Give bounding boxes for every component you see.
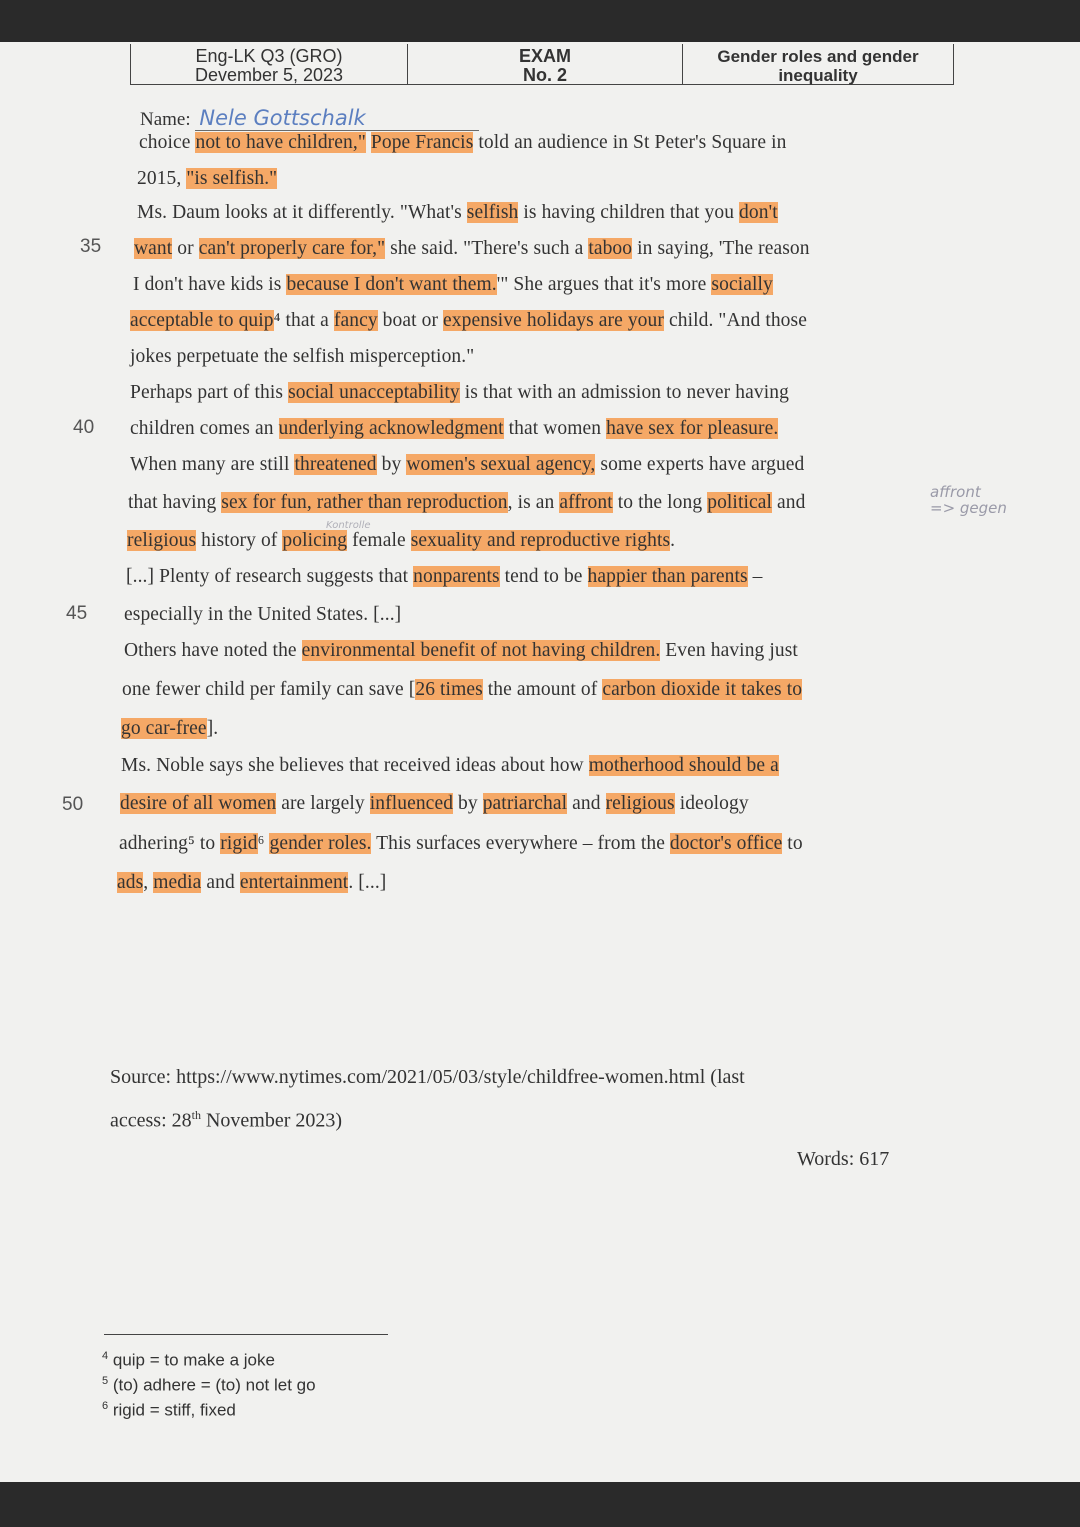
highlighted-text: policing — [282, 530, 348, 551]
exam-page — [0, 42, 1080, 1482]
text-line — [124, 604, 401, 626]
text-line — [120, 793, 749, 815]
text-segment: I don't have kids is — [133, 274, 287, 295]
text-line — [124, 640, 798, 662]
source-text: access: 28 — [110, 1109, 192, 1132]
text-segment: – — [747, 566, 763, 587]
text-segment: child. "And those — [663, 310, 807, 331]
highlighted-text: happier than parents — [587, 566, 748, 587]
text-line — [122, 679, 802, 701]
highlighted-text: 26 times — [415, 679, 483, 700]
highlighted-text: go car-free — [121, 718, 207, 739]
source-sup: th — [191, 1108, 201, 1122]
highlighted-text: media — [153, 872, 202, 893]
topic-line-2: inequality — [778, 66, 858, 85]
source-line-2 — [110, 1108, 342, 1133]
highlighted-text: have sex for pleasure. — [606, 418, 779, 439]
text-segment: some experts have argued — [595, 454, 805, 475]
text-segment: and — [567, 793, 606, 814]
line-number: 50 — [62, 794, 84, 815]
highlighted-text: women's sexual agency, — [406, 454, 596, 475]
text-line — [130, 346, 474, 368]
highlighted-text: motherhood should be a — [588, 755, 779, 776]
text-segment: ideology — [674, 793, 749, 814]
text-line — [117, 872, 386, 894]
course-label: Eng-LK Q3 (GRO) — [195, 46, 343, 66]
highlighted-text: acceptable to quip — [130, 310, 274, 331]
text-line — [137, 168, 277, 190]
highlighted-text: Pope Francis — [370, 132, 474, 153]
text-line — [128, 492, 805, 514]
highlighted-text: don't — [739, 202, 778, 223]
name-label: Name: — [140, 109, 191, 130]
exam-number: No. 2 — [522, 65, 567, 85]
word-count: Words: 617 — [797, 1148, 890, 1170]
text-segment: is having children that you — [518, 202, 740, 223]
text-segment: ⁴ that a — [273, 310, 334, 331]
highlighted-text: doctor's office — [669, 833, 783, 854]
text-line — [133, 274, 773, 296]
highlighted-text: social unacceptability — [288, 382, 460, 403]
highlighted-text: underlying acknowledgment — [278, 418, 504, 439]
highlighted-text: desire of all women — [120, 793, 277, 814]
highlighted-text: want — [134, 238, 173, 259]
text-segment: Ms. Noble says she believes that received ideas about how — [121, 755, 589, 776]
text-segment: and — [772, 492, 806, 513]
header-course-cell — [131, 44, 408, 84]
text-segment: that women — [503, 418, 607, 439]
line-number: 40 — [73, 417, 95, 438]
line-number: 45 — [66, 603, 88, 624]
text-segment: '" She argues that it's more — [496, 274, 712, 295]
highlighted-text: expensive holidays are your — [443, 310, 664, 331]
text-segment: are largely — [276, 793, 370, 814]
text-line — [121, 718, 218, 740]
footnote-number: 4 — [102, 1350, 109, 1362]
highlighted-text: entertainment — [239, 872, 349, 893]
highlighted-text: religious — [127, 530, 197, 551]
highlighted-text: political — [707, 492, 773, 513]
header-exam-cell — [408, 44, 683, 84]
text-segment: and — [201, 872, 240, 893]
text-line — [139, 132, 786, 154]
text-segment: Even having just — [660, 640, 798, 661]
text-segment: This surfaces everywhere – from the — [371, 833, 670, 854]
text-line — [121, 755, 779, 777]
footnote-number: 6 — [102, 1400, 109, 1412]
header-table — [130, 44, 954, 85]
margin-annotation — [930, 484, 1007, 516]
highlighted-text: sex for fun, rather than reproduction — [221, 492, 508, 513]
text-segment: by — [376, 454, 407, 475]
highlighted-text: socially — [711, 274, 773, 295]
name-field — [140, 106, 479, 131]
highlighted-text: selfish — [466, 202, 519, 223]
text-line — [130, 418, 778, 440]
highlighted-text: because I don't want them. — [286, 274, 497, 295]
highlighted-text: "is selfish." — [186, 168, 278, 189]
highlighted-text: not to have children," — [195, 132, 366, 153]
highlighted-text: rigid — [220, 833, 258, 854]
text-segment: is that with an admission to never having — [459, 382, 789, 403]
text-line — [127, 530, 675, 552]
text-segment: Perhaps part of this — [130, 382, 289, 403]
highlighted-text: nonparents — [413, 566, 500, 587]
highlighted-text: ads — [117, 872, 144, 893]
text-segment: , — [143, 872, 154, 893]
footnote — [102, 1350, 275, 1371]
margin-annotation-line: affront — [930, 483, 981, 501]
handwritten-name: Nele Gottschalk — [195, 106, 479, 131]
highlighted-text: patriarchal — [482, 793, 568, 814]
line-number: 35 — [80, 236, 102, 257]
text-segment: . [...] — [348, 872, 387, 893]
text-segment: , is an — [507, 492, 560, 513]
text-segment: 2015, — [137, 168, 187, 189]
text-line — [130, 310, 807, 332]
text-segment: to the long — [612, 492, 708, 513]
text-segment: Ms. Daum looks at it differently. "What's — [137, 202, 467, 223]
text-segment: children comes an — [130, 418, 279, 439]
text-segment: that having — [128, 492, 222, 513]
text-line — [134, 238, 810, 260]
highlighted-text: affront — [559, 492, 613, 513]
header-topic-cell — [683, 44, 953, 84]
highlighted-text: threatened — [294, 454, 377, 475]
text-segment: history of — [196, 530, 283, 551]
text-segment: boat or — [377, 310, 444, 331]
text-segment: or — [172, 238, 199, 259]
text-segment: jokes perpetuate the selfish misperception." — [130, 346, 475, 367]
margin-annotation-line: => gegen — [930, 499, 1007, 517]
small-pencil-note: Kontrolle — [326, 520, 371, 531]
source-text: November 2023) — [200, 1109, 343, 1132]
topic-line-1: Gender roles and gender — [717, 47, 919, 66]
text-segment: especially in the United States. [...] — [124, 604, 402, 625]
text-segment: . — [670, 530, 676, 551]
text-segment: one fewer child per family can save [ — [122, 679, 416, 700]
text-segment: told an audience in St Peter's Square in — [473, 132, 787, 153]
highlighted-text: sexuality and reproductive rights — [410, 530, 671, 551]
footnote-text: (to) adhere = (to) not let go — [112, 1375, 316, 1395]
text-segment: [...] Plenty of research suggests that — [126, 566, 414, 587]
text-segment: in saying, 'The reason — [632, 238, 810, 259]
text-line — [137, 202, 778, 224]
text-segment: adhering⁵ to — [119, 833, 221, 854]
text-segment: by — [453, 793, 483, 814]
text-segment: ]. — [206, 718, 219, 739]
highlighted-text: can't properly care for," — [198, 238, 386, 259]
text-line — [130, 382, 789, 404]
text-segment: to — [782, 833, 803, 854]
text-segment: When many are still — [130, 454, 295, 475]
source-line-1: Source: https://www.nytimes.com/2021/05/03/style/childfree-women.html (last — [110, 1066, 745, 1088]
footnote-number: 5 — [102, 1375, 109, 1387]
footnote-text: quip = to make a joke — [112, 1350, 275, 1370]
footnote — [102, 1375, 316, 1396]
footnote — [102, 1400, 236, 1421]
highlighted-text: religious — [605, 793, 675, 814]
text-segment: female — [347, 530, 411, 551]
text-segment: the amount of — [482, 679, 603, 700]
highlighted-text: gender roles. — [269, 833, 372, 854]
highlighted-text: fancy — [333, 310, 378, 331]
highlighted-text: taboo — [588, 238, 633, 259]
footnote-text: rigid = stiff, fixed — [112, 1400, 236, 1420]
text-segment: ⁶ — [257, 833, 270, 854]
highlighted-text: influenced — [369, 793, 454, 814]
text-line — [119, 833, 803, 855]
highlighted-text: environmental benefit of not having children. — [301, 640, 661, 661]
exam-label: EXAM — [518, 46, 571, 66]
footnote-divider — [104, 1334, 388, 1335]
text-segment: tend to be — [499, 566, 588, 587]
text-line — [130, 454, 804, 476]
text-segment: she said. "There's such a — [385, 238, 589, 259]
exam-date: Devember 5, 2023 — [194, 65, 344, 85]
text-segment: Others have noted the — [124, 640, 302, 661]
text-line — [126, 566, 762, 588]
text-segment: choice — [139, 132, 196, 153]
highlighted-text: carbon dioxide it takes to — [602, 679, 803, 700]
